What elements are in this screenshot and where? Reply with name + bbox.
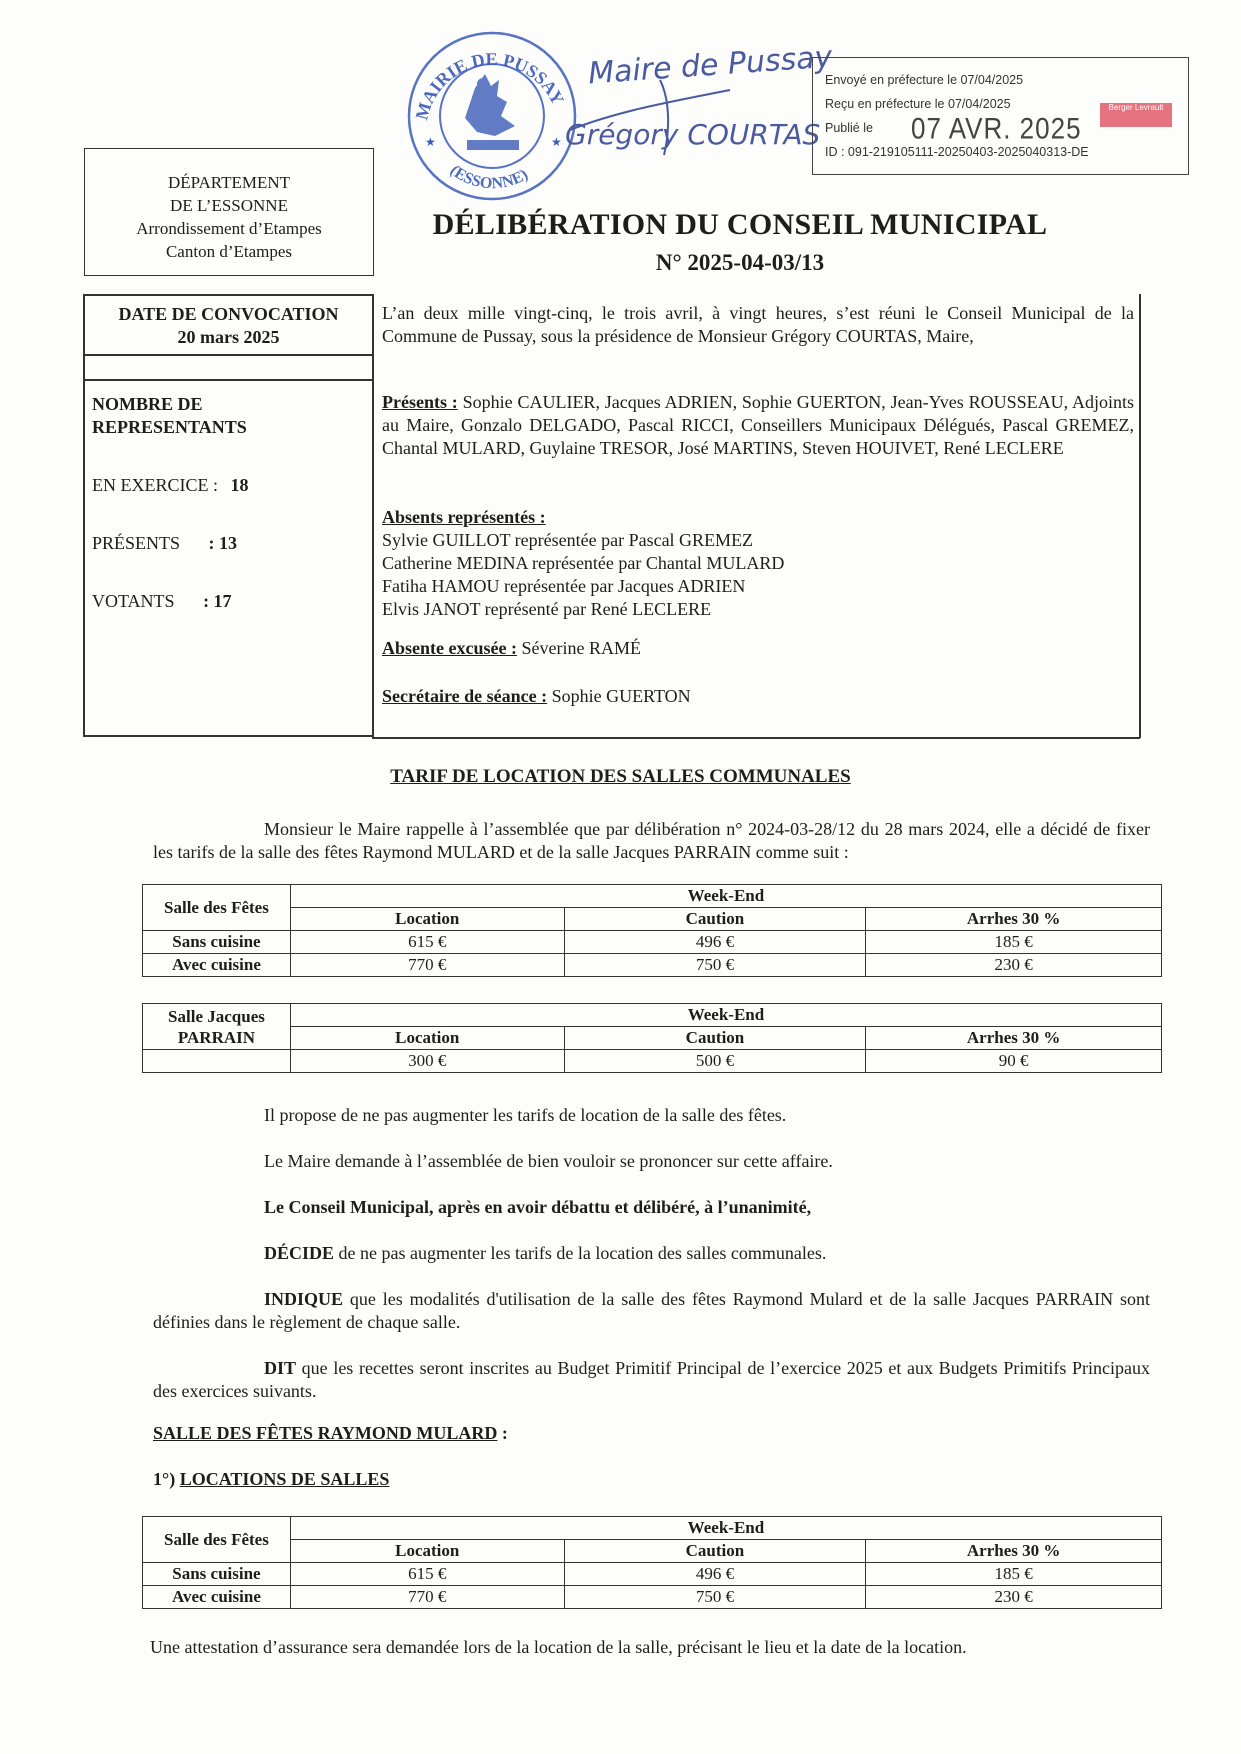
svg-text:(ESSONNE) [447, 162, 531, 192]
intro-paragraph: L’an deux mille vingt-cinq, le trois avril, à vingt heures, s’est réuni le Conseil Municipal de la Commune de Pussay, sous la présidence de Monsieur Grégory COURTAS, Maire, [382, 303, 1134, 346]
absent-item: Catherine MEDINA représentée par Chantal MULARD [382, 553, 785, 573]
signature-line-2: Grégory COURTAS [565, 118, 821, 151]
prefecture-received: Reçu en préfecture le 07/04/2025 [825, 97, 1011, 111]
absent-item: Fatiha HAMOU représentée par Jacques ADRIEN [382, 576, 746, 596]
representatives-label [92, 393, 247, 439]
table-row [143, 1586, 1162, 1609]
propose-paragraph: Il propose de ne pas augmenter les tarifs de location de la salle des fêtes. [264, 1105, 787, 1125]
stamp-top-text: MAIRIE DE PUSSAY [411, 49, 569, 123]
presents-paragraph [382, 391, 1134, 460]
table-cell: 615 € [290, 931, 564, 954]
row-label: Avec cuisine [143, 954, 291, 977]
column-header: Caution [564, 908, 866, 931]
indique-paragraph [153, 1288, 1150, 1334]
convocation-cell [84, 303, 373, 349]
table-cell: 770 € [290, 1586, 564, 1609]
table-group-header: Week-End [290, 885, 1161, 908]
table-cell: 185 € [866, 931, 1162, 954]
table-cell: 230 € [866, 1586, 1162, 1609]
votants-value: : 17 [203, 591, 232, 611]
table-row [143, 931, 1162, 954]
convocation-label: DATE DE CONVOCATION [118, 304, 339, 324]
demande-paragraph: Le Maire demande à l’assemblée de bien vouloir se prononcer sur cette affaire. [264, 1151, 833, 1171]
en-exercice-label: EN EXERCICE : [92, 475, 218, 495]
department-box [84, 148, 374, 276]
column-header: Arrhes 30 % [866, 1540, 1162, 1563]
dit-text: que les recettes seront inscrites au Budget Primitif Principal de l’exercice 2025 et aux Budgets Primitifs Principaux des exercices suivants. [153, 1358, 1150, 1401]
en-exercice-value: 18 [230, 475, 249, 495]
table-title-line-1: Salle Jacques [168, 1006, 265, 1026]
table-row [143, 1563, 1162, 1586]
table-cell: 615 € [290, 1563, 564, 1586]
votants-label: VOTANTS [92, 591, 175, 611]
table-row [143, 1050, 1162, 1073]
heading-locations [153, 1469, 389, 1490]
excused-name: Séverine RAMÉ [516, 638, 641, 658]
presents-label: Présents : [382, 392, 458, 412]
heading-locations-number: 1°) [153, 1469, 176, 1489]
table-cell: 750 € [564, 1586, 866, 1609]
excused-line [382, 637, 1134, 660]
absent-item: Sylvie GUILLOT représentée par Pascal GREMEZ [382, 530, 754, 550]
heading-salle-fetes-colon: : [497, 1423, 508, 1443]
heading-salle-fetes-text: SALLE DES FÊTES RAYMOND MULARD [153, 1423, 498, 1443]
secretary-line [382, 685, 1134, 708]
table-cell: 300 € [290, 1050, 564, 1073]
table-cell: 750 € [564, 954, 866, 977]
convocation-date: 20 mars 2025 [177, 327, 280, 347]
mairie-stamp [405, 28, 580, 203]
deliberation-number: N° 2025-04-03/13 [655, 250, 825, 275]
column-header: Arrhes 30 % [866, 1027, 1162, 1050]
assurance-paragraph: Une attestation d’assurance sera demandée lors de la location de la salle, précisant le lieu et la date de la location. [150, 1637, 967, 1657]
signature-line-1: Maire de Pussay [587, 39, 834, 92]
heading-salle-fetes [153, 1423, 508, 1444]
indique-text: que les modalités d'utilisation de la salle des fêtes Raymond Mulard et de la salle Jacques PARRAIN sont définies dans le règlement de chaque salle. [153, 1289, 1150, 1332]
row-label [143, 1050, 291, 1073]
representatives-label-2: REPRESENTANTS [92, 417, 247, 437]
star-icon: ★ [551, 135, 562, 149]
absents-label: Absents représentés : [382, 507, 546, 527]
table-cell: 90 € [866, 1050, 1162, 1073]
indique-label: INDIQUE [264, 1289, 344, 1309]
row-label: Sans cuisine [143, 1563, 291, 1586]
table-cell: 500 € [564, 1050, 866, 1073]
secretary-name: Sophie GUERTON [547, 686, 691, 706]
decide-label: DÉCIDE [264, 1243, 335, 1263]
column-header: Location [290, 1540, 564, 1563]
table-row [143, 954, 1162, 977]
stamp-bottom-text: (ESSONNE) [446, 161, 532, 193]
absents-block [382, 506, 1134, 621]
presents-names: Sophie CAULIER, Jacques ADRIEN, Sophie GUERTON, Jean-Yves ROUSSEAU, Adjoints au Maire, Gonzalo DELGADO, Pascal RICCI, Conseillers Municipaux Délégués, Pascal GREMEZ, Chantal MULARD, Guylaine TRESOR, José MARTINS, Steven HOUIVET, René LECLERE [382, 392, 1134, 458]
table-title-line-2: PARRAIN [177, 1027, 256, 1047]
table-cell: 185 € [866, 1563, 1162, 1586]
decide-paragraph [153, 1242, 1150, 1265]
representatives-label-1: NOMBRE DE [92, 394, 203, 414]
tarif-table-fetes [142, 884, 1162, 977]
berger-levrault-logo: Berger Levrault [1100, 103, 1172, 127]
section-title: TARIF DE LOCATION DES SALLES COMMUNALES [390, 766, 851, 787]
tarif-table-parrain [142, 1003, 1162, 1073]
table-title: Salle des Fêtes [143, 1517, 291, 1563]
prefecture-date-stamp: 07 AVR. 2025 [911, 110, 1082, 146]
row-label: Avec cuisine [143, 1586, 291, 1609]
column-header: Location [290, 1027, 564, 1050]
column-header: Caution [564, 1027, 866, 1050]
table-cell: 770 € [290, 954, 564, 977]
table-title: Salle des Fêtes [143, 885, 291, 931]
table-group-header: Week-End [290, 1004, 1161, 1027]
decide-text: de ne pas augmenter les tarifs de la location des salles communales. [334, 1243, 827, 1263]
absent-item: Elvis JANOT représenté par René LECLERE [382, 599, 712, 619]
department-line-1: DÉPARTEMENT [167, 173, 291, 192]
department-line-3: Arrondissement d’Etampes [136, 219, 322, 238]
star-icon: ★ [425, 135, 436, 149]
table-cell: 496 € [564, 931, 866, 954]
prefecture-published: Publié le [825, 121, 873, 135]
presents-count-value: : 13 [208, 533, 238, 553]
row-label: Sans cuisine [143, 931, 291, 954]
dit-paragraph [153, 1357, 1150, 1403]
table-cell: 230 € [866, 954, 1162, 977]
department-line-4: Canton d’Etampes [165, 242, 293, 261]
prefecture-receipt-box [812, 57, 1189, 175]
prefecture-sent: Envoyé en préfecture le 07/04/2025 [825, 73, 1024, 87]
votants-row [92, 591, 232, 612]
table-group-header: Week-End [290, 1517, 1161, 1540]
dit-label: DIT [264, 1358, 297, 1378]
table-cell: 496 € [564, 1563, 866, 1586]
presents-row [92, 533, 237, 554]
recall-paragraph: Monsieur le Maire rappelle à l’assemblée que par délibération n° 2024-03-28/12 du 28 mars 2024, elle a décidé de fixer les tarifs de la salle des fêtes Raymond MULARD et de la salle Jacques PARRAIN comme suit : [153, 819, 1150, 862]
column-header: Location [290, 908, 564, 931]
conseil-paragraph: Le Conseil Municipal, après en avoir débattu et délibéré, à l’unanimité, [264, 1197, 812, 1217]
table-title [143, 1004, 291, 1050]
secretary-label: Secrétaire de séance : [382, 686, 548, 706]
page-title: DÉLIBÉRATION DU CONSEIL MUNICIPAL [432, 208, 1048, 241]
column-header: Arrhes 30 % [866, 908, 1162, 931]
heading-locations-text: LOCATIONS DE SALLES [179, 1469, 390, 1489]
tarif-table-fetes-2 [142, 1516, 1162, 1609]
en-exercice-row [92, 475, 249, 496]
department-line-2: DE L’ESSONNE [170, 196, 288, 215]
column-header: Caution [564, 1540, 866, 1563]
excused-label: Absente excusée : [382, 638, 517, 658]
prefecture-id: ID : 091-219105111-20250403-2025040313-DE [825, 145, 1089, 159]
presents-count-label: PRÉSENTS [92, 533, 181, 553]
